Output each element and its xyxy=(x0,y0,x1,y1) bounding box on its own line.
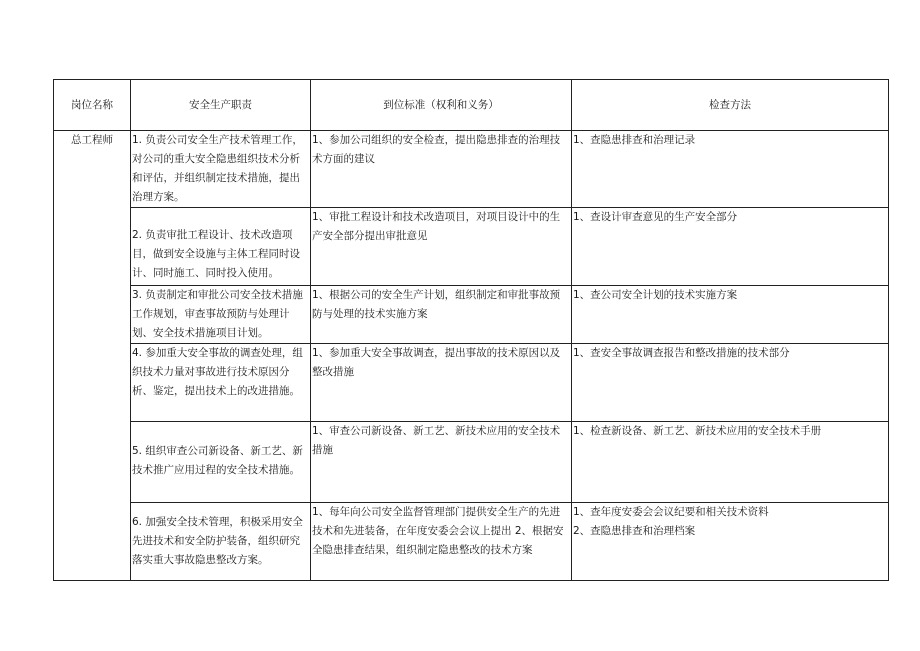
header-post: 岗位名称 xyxy=(54,80,131,131)
standard-cell: 1、参加公司组织的安全检查，提出隐患排查的治理技术方面的建议 xyxy=(312,134,561,165)
header-check: 检查方法 xyxy=(572,80,889,131)
duty-cell: 3. 负责制定和审批公司安全技术措施工作规划，审查事故预防与处理计划、安全技术措施项目计划。 xyxy=(132,289,303,339)
table-row xyxy=(54,131,889,208)
standard-cell: 1、每年向公司安全监督管理部门提供安全生产的先进技术和先进装备，在年度安委会会议上提出 2、根据安全隐患排查结果，组织制定隐患整改的技术方案 xyxy=(312,506,564,556)
table-row xyxy=(54,286,889,344)
check-cell: 1、查年度安委会会议纪要和相关技术资料 2、查隐患排查和治理档案 xyxy=(573,506,769,537)
table-row xyxy=(54,208,889,286)
duty-table xyxy=(53,79,889,581)
duty-cell: 5. 组织审查公司新设备、新工艺、新技术推广应用过程的安全技术措施。 xyxy=(132,445,303,476)
standard-cell: 1、审批工程设计和技术改造项目，对项目设计中的生产安全部分提出审批意见 xyxy=(312,211,561,242)
duty-cell: 4. 参加重大安全事故的调查处理，组织技术力量对事故进行技术原因分析、鉴定，提出技术上的改进措施。 xyxy=(132,347,303,397)
header-standard: 到位标准（权利和义务） xyxy=(311,80,572,131)
standard-cell: 1、参加重大安全事故调查，提出事故的技术原因以及整改措施 xyxy=(312,347,561,378)
check-cell: 1、查公司安全计划的技术实施方案 xyxy=(573,289,738,301)
post-name: 总工程师 xyxy=(54,131,131,581)
standard-cell: 1、审查公司新设备、新工艺、新技术应用的安全技术措施 xyxy=(312,425,561,456)
table-header-row xyxy=(54,80,889,131)
table-row xyxy=(54,344,889,422)
duty-cell: 1. 负责公司安全生产技术管理工作，对公司的重大安全隐患组织技术分析和评估，并组织制定技术措施，提出治理方案。 xyxy=(132,134,303,203)
check-cell: 1、查隐患排查和治理记录 xyxy=(573,134,696,146)
table-row xyxy=(54,422,889,503)
check-cell: 1、查安全事故调查报告和整改措施的技术部分 xyxy=(573,347,790,359)
check-cell: 1、查设计审查意见的生产安全部分 xyxy=(573,211,738,223)
header-duty: 安全生产职责 xyxy=(131,80,311,131)
standard-cell: 1、根据公司的安全生产计划，组织制定和审批事故预防与处理的技术实施方案 xyxy=(312,289,561,320)
duty-cell: 6. 加强安全技术管理，积极采用安全先进技术和安全防护装备，组织研究落实重大事故隐患整改方案。 xyxy=(132,516,303,566)
duty-cell: 2. 负责审批工程设计、技术改造项目，做到安全设施与主体工程同时设计、同时施工、同时投入使用。 xyxy=(132,229,300,279)
table-row xyxy=(54,503,889,581)
check-cell: 1、检查新设备、新工艺、新技术应用的安全技术手册 xyxy=(573,425,822,437)
